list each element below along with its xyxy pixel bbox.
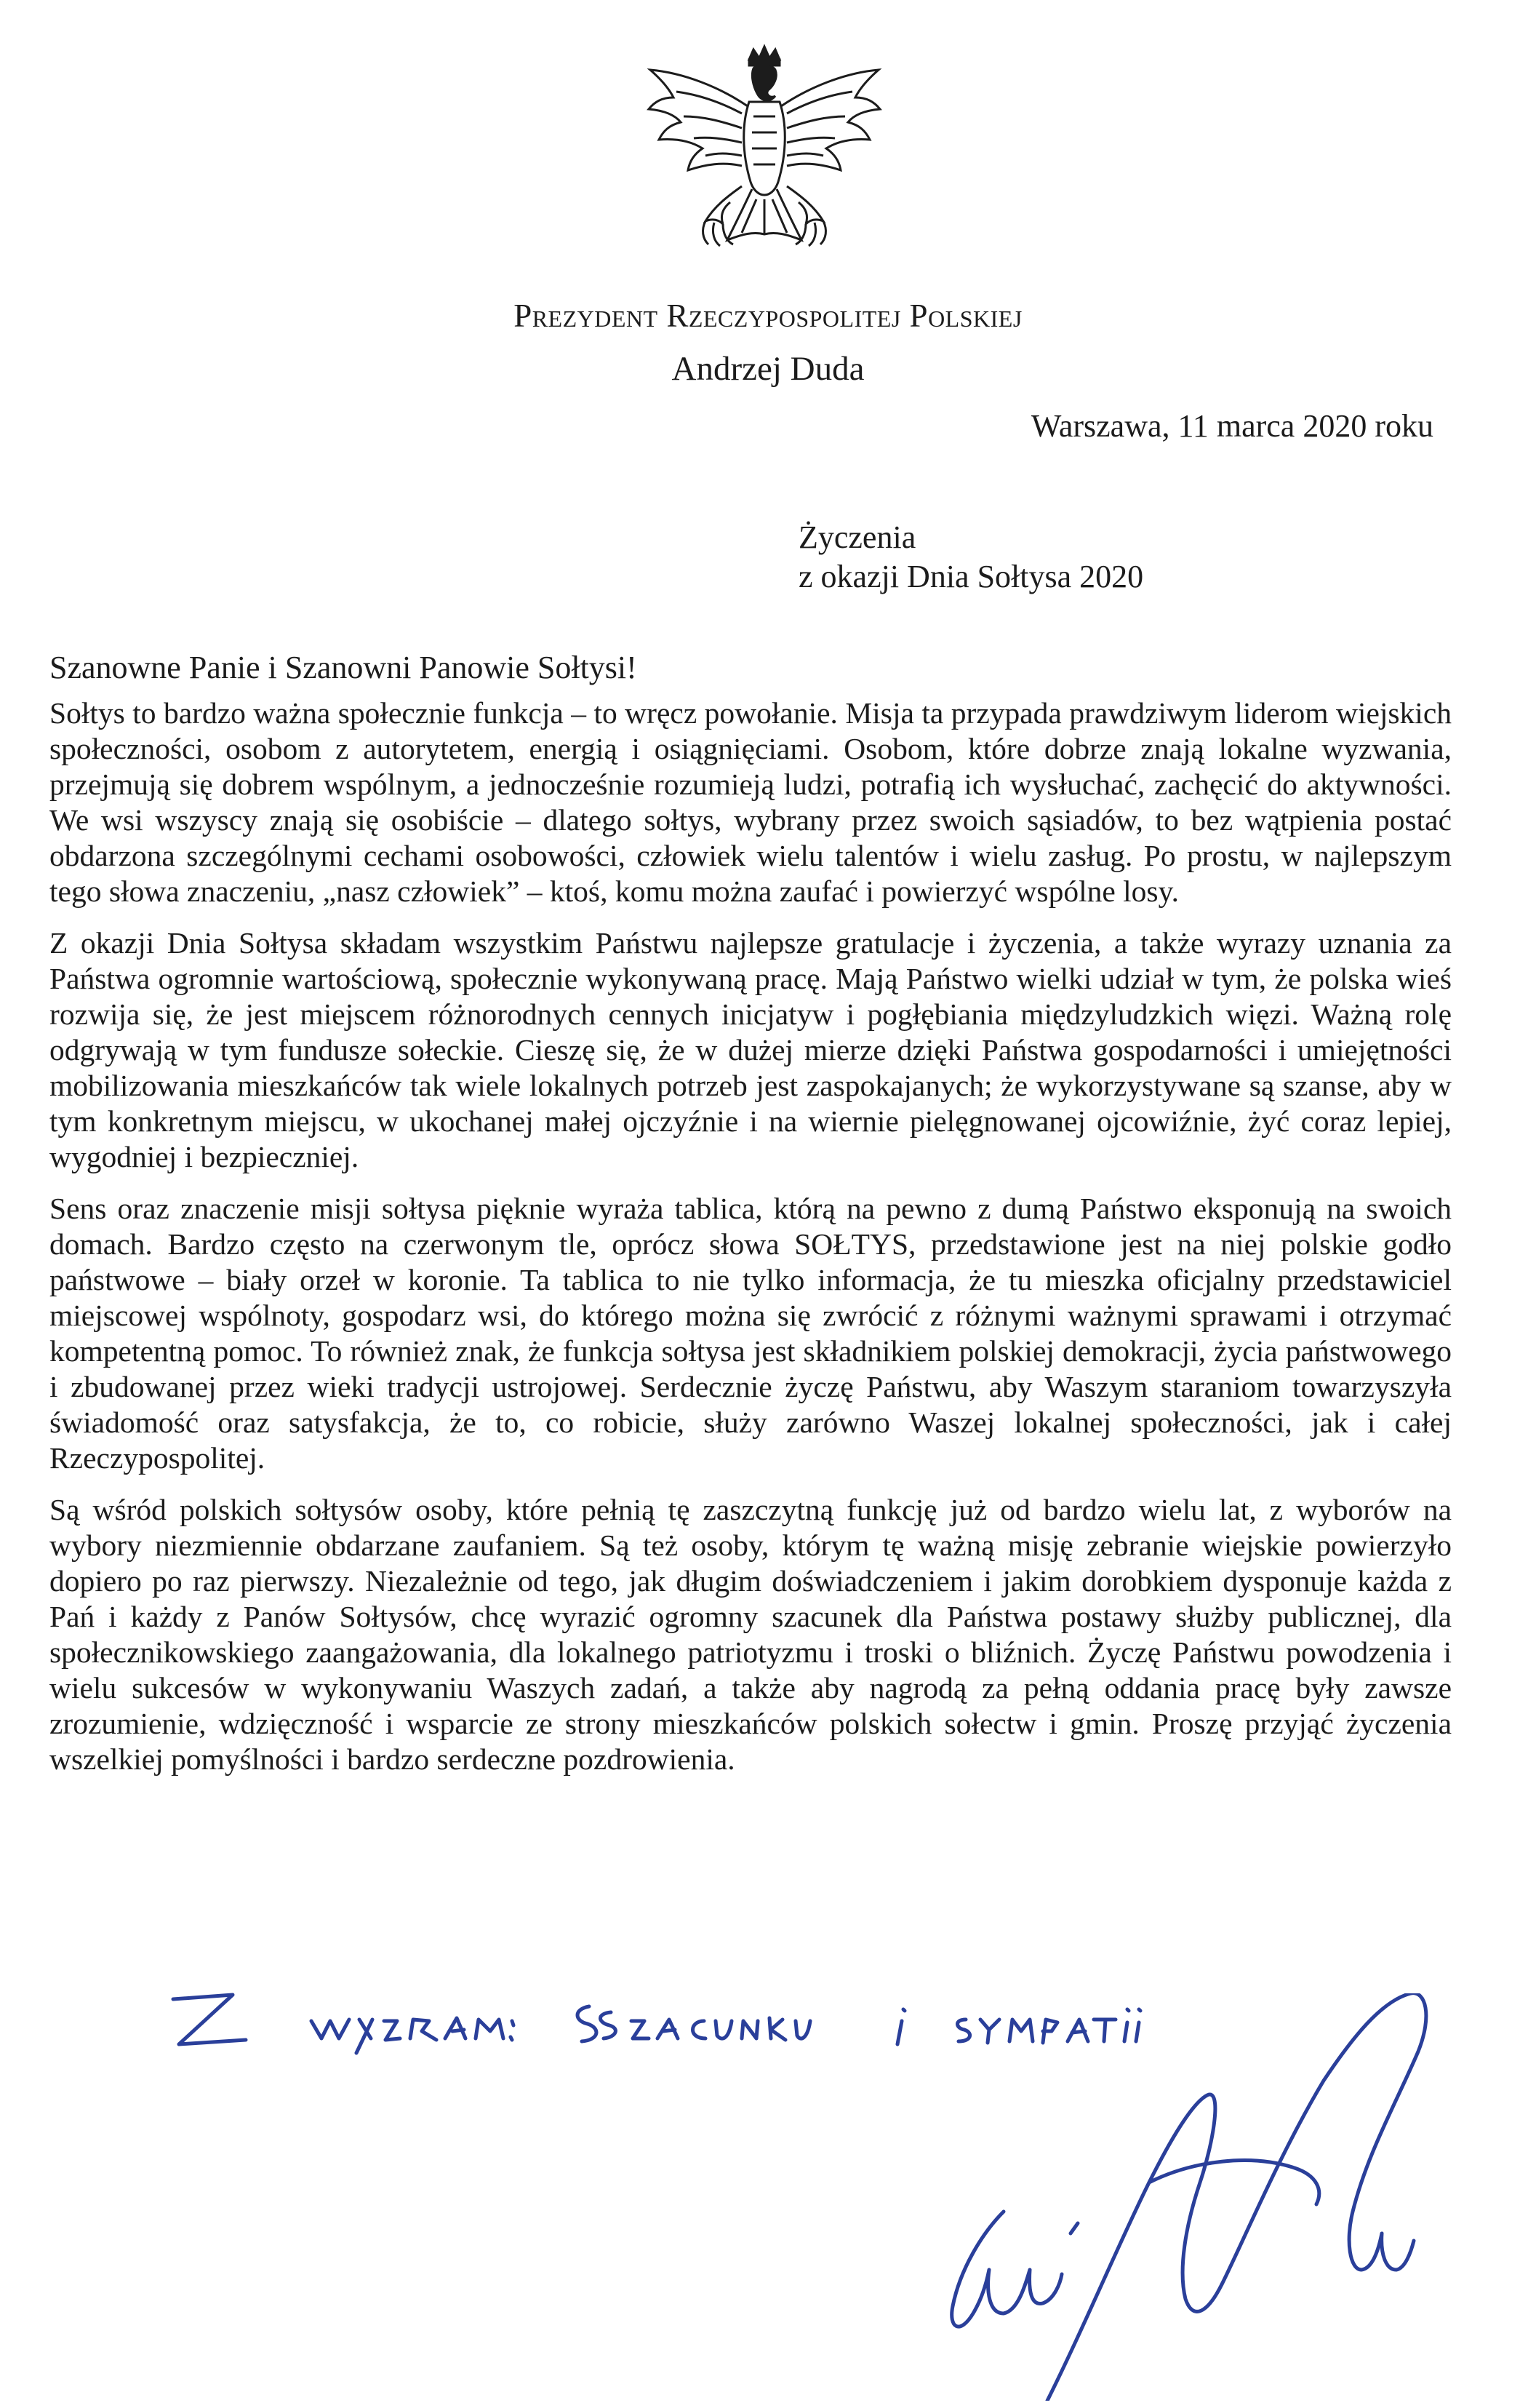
salutation: Szanowne Panie i Szanowni Panowie Sołtysi!	[49, 650, 637, 685]
letter-body	[49, 695, 1452, 1793]
paragraph-2: Z okazji Dnia Sołtysa składam wszystkim Państwu najlepsze gratulacje i życzenia, a także wyrazy uznania za Państwa ogromnie wartościową, społecznie wykonywaną pracę. Mają Państwo wielki udział w tym, że polska wieś rozwija się, że jest miejscem różnorodnych cennych inicjatyw i pogłębiania międzyludzkich więzi. Ważną rolę odgrywają w tym fundusze sołeckie. Cieszę się, że w dużej mierze dzięki Państwa gospodarności i umiejętności mobilizowania mieszkańców tak wiele lokalnych potrzeb jest zaspokajanych; że wykorzystywane są szanse, aby w tym konkretnym miejscu, w ukochanej małej ojczyźnie i na wiernie pielęgnowanej ojcowiźnie, żyć coraz lepiej, wygodniej i bezpieczniej.	[49, 926, 1452, 1173]
paragraph-4: Są wśród polskich sołtysów osoby, które pełnią tę zaszczytną funkcję już od bardzo wielu lat, z wyborów na wybory niezmiennie obdarzane zaufaniem. Są też osoby, którym tę ważną misję zebranie wiejskie powierzyło dopiero po raz pierwszy. Niezależnie od tego, jak długim doświadczeniem i jakim dorobkiem dysponuje każda z Pań i każdy z Panów Sołtysów, chcę wyrazić ogromny szacunek dla Państwa postawy służby publicznej, dla społecznikowskiego zaangażowania, dla lokalnego patriotyzmu i troski o bliźnich. Życzę Państwu powodzenia i wielu sukcesów w wykonywaniu Waszych zadań, a także aby nagrodą za pełną oddania pracę były zawsze zrozumienie, wdzięczność i wsparcie ze strony mieszkańców polskich sołectw i gmin. Proszę przyjąć życzenia wszelkiej pomyślności i bardzo serdeczne pozdrowienia.	[49, 1493, 1452, 1776]
subject-line-1: Życzenia	[799, 519, 916, 555]
subject	[799, 518, 1143, 597]
signature	[742, 1993, 1484, 2401]
place-date: Warszawa, 11 marca 2020 roku	[1031, 408, 1433, 444]
header-title: Prezydent Rzeczypospolitej Polskiej	[513, 298, 1023, 334]
paragraph-3: Sens oraz znaczenie misji sołtysa pięknie wyraża tablica, którą na pewno z dumą Państwo eksponują na swoich domach. Bardzo często na czerwonym tle, oprócz słowa SOŁTYS, przedstawione jest na niej polskie godło państwowe – biały orzeł w koronie. Ta tablica to nie tylko informacja, że tu mieszka oficjalny przedstawiciel miejscowej wspólnoty, gospodarz wsi, do którego można się zwrócić z różnymi ważnymi sprawami i otrzymać kompetentną pomoc. To również znak, że funkcja sołtysa jest składnikiem polskiej demokracji, życia państwowego i zbudowanej przez wieki tradycji ustrojowej. Serdecznie życzę Państwu, aby Waszym staraniom towarzyszyła świadomość oraz satysfakcja, że to, co robicie, służy zarówno Waszej lokalnej społeczności, jak i całej Rzeczypospolitej.	[49, 1192, 1452, 1475]
subject-line-2: z okazji Dnia Sołtysa 2020	[799, 559, 1144, 594]
header-name: Andrzej Duda	[671, 350, 865, 388]
paragraph-1: Sołtys to bardzo ważna społecznie funkcja – to wręcz powołanie. Misja ta przypada prawdziwym liderom wiejskich społeczności, osobom z autorytetem, energią i osiągnięciami. Osobom, które dobrze znają lokalne wyzwania, przejmują się dobrem wspólnym, a jednocześnie rozumieją ludzi, potrafią ich wysłuchać, zachęcić do aktywności. We wsi wszyscy znają się osobiście – dlatego sołtys, wybrany przez swoich sąsiadów, to bez wątpienia postać obdarzona szczególnymi cechami osobowości, człowiek wielu talentów i wielu zasług. Po prostu, w najlepszym tego słowa znaczeniu, „nasz człowiek” – ktoś, komu można zaufać i powierzyć wspólne losy.	[49, 696, 1452, 908]
white-eagle-emblem-icon	[633, 44, 896, 284]
